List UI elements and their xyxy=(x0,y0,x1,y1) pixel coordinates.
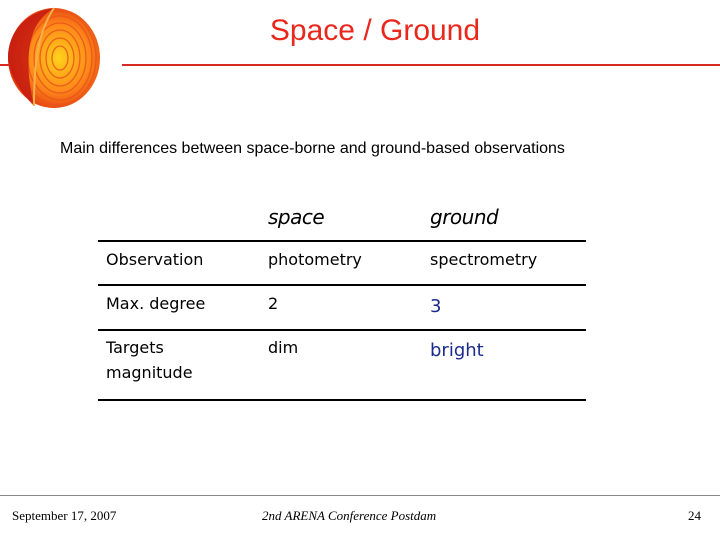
sun-logo xyxy=(2,2,102,114)
table-rule-row1 xyxy=(98,284,586,286)
column-header-space: space xyxy=(268,205,325,229)
row-label-targets-line1: Targets xyxy=(106,338,164,357)
table-rule-row2 xyxy=(98,329,586,331)
slide-title: Space / Ground xyxy=(269,14,481,47)
title-rule-right xyxy=(122,64,720,66)
table-rule-top xyxy=(98,240,586,242)
row-label-targets-line2: magnitude xyxy=(106,363,193,382)
footer-rule xyxy=(0,495,720,496)
row-label-observation: Observation xyxy=(106,250,204,269)
cell-targets-ground: bright xyxy=(430,340,484,361)
cell-observation-ground: spectrometry xyxy=(430,250,538,269)
footer-date: September 17, 2007 xyxy=(12,508,117,523)
cell-observation-space: photometry xyxy=(268,250,362,269)
column-header-ground: ground xyxy=(430,205,499,229)
table-rule-bottom xyxy=(98,399,586,401)
cell-max-degree-ground: 3 xyxy=(430,296,442,317)
row-label-max-degree: Max. degree xyxy=(106,294,206,313)
footer-conference: 2nd ARENA Conference Postdam xyxy=(262,508,437,523)
footer-page-number: 24 xyxy=(688,508,701,523)
title-rule-left xyxy=(0,64,10,66)
cell-max-degree-space: 2 xyxy=(268,294,279,313)
cell-targets-space: dim xyxy=(268,338,299,357)
slide-subtitle: Main differences between space-borne and ground-based observations xyxy=(60,140,565,157)
